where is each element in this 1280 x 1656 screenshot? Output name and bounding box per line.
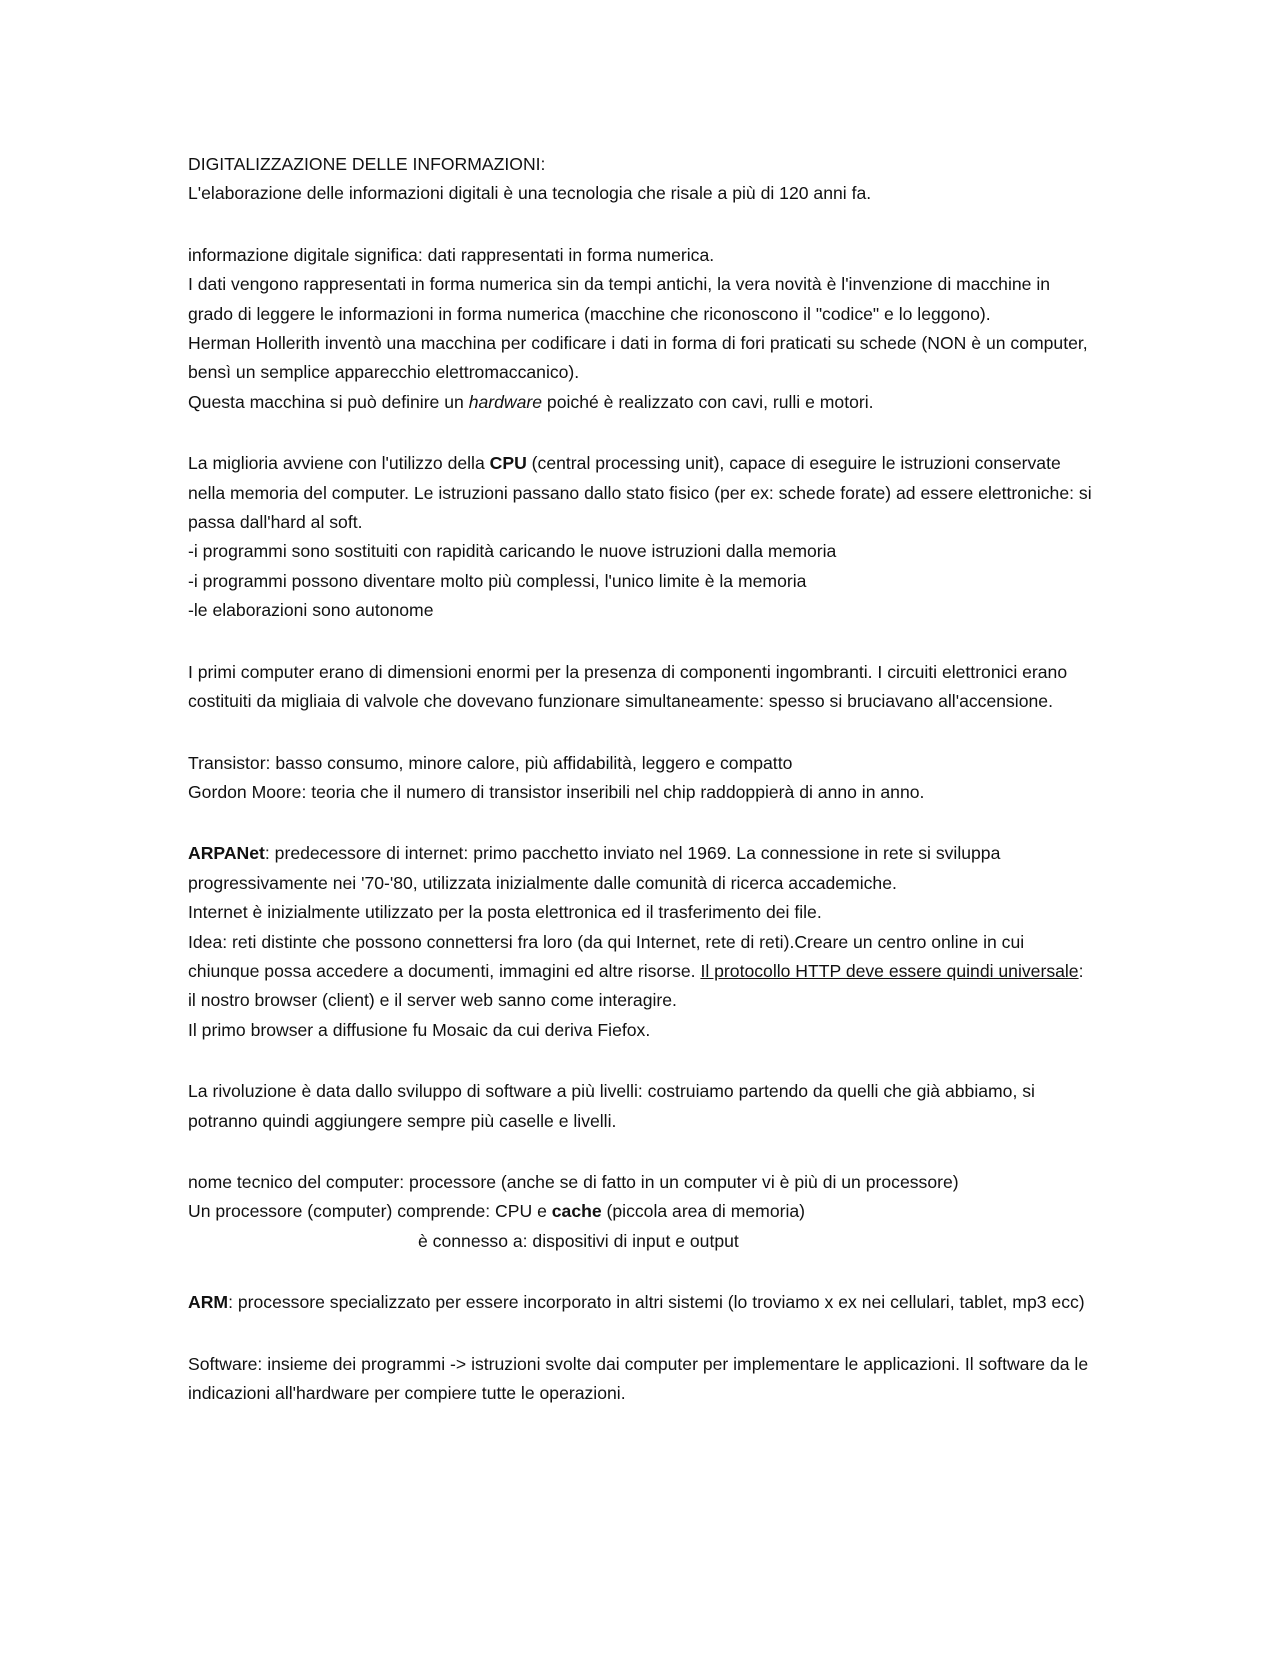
bold-term-cache: cache: [551, 1201, 602, 1222]
paragraph-gap: [188, 209, 1092, 241]
paragraph: informazione digitale significa: dati rappresentati in forma numerica.: [188, 244, 715, 265]
paragraph: [188, 928, 1092, 1016]
paragraph: Gordon Moore: teoria che il numero di transistor inseribili nel chip raddoppierà di anno in anno.: [188, 781, 925, 802]
paragraph: Transistor: basso consumo, minore calore, più affidabilità, leggero e compatto: [188, 752, 793, 773]
paragraph-gap: [188, 1256, 1092, 1288]
paragraph-gap: [188, 1136, 1092, 1168]
paragraph-gap: [188, 1045, 1092, 1077]
document-page: [188, 150, 1097, 1408]
list-item: -i programmi possono diventare molto più complessi, l'unico limite è la memoria: [188, 570, 807, 591]
text-run: : predecessore di internet: primo pacchetto inviato nel 1969. La connessione in rete si sviluppa progressivamente nei '70-'80, utilizzata inizialmente dalle comunità di ricerca accademiche.: [188, 843, 1006, 893]
paragraph: Herman Hollerith inventò una macchina per codificare i dati in forma di fori praticati su schede (NON è un computer, bensì un semplice apparecchio elettromaccanico).: [188, 333, 1093, 383]
bold-term-cpu: CPU: [489, 453, 527, 474]
text-run: Un processore (computer) comprende: CPU e: [188, 1201, 552, 1222]
paragraph-gap: [188, 1318, 1092, 1350]
paragraph-gap: [188, 807, 1092, 839]
underlined-text: Il protocollo HTTP deve essere quindi universale: [700, 960, 1079, 981]
paragraph: [188, 1288, 1092, 1317]
paragraph: Software: insieme dei programmi -> istruzioni svolte dai computer per implementare le applicazioni. Il software da le indicazioni all'hardware per compiere tutte le operazioni.: [188, 1353, 1094, 1403]
text-run: La miglioria avviene con l'utilizzo della: [188, 453, 490, 474]
paragraph-gap: [188, 417, 1092, 449]
paragraph: L'elaborazione delle informazioni digitali è una tecnologia che risale a più di 120 anni fa.: [188, 183, 872, 204]
italic-term-hardware: hardware: [468, 391, 543, 412]
bold-term-arpanet: ARPANet: [188, 843, 265, 864]
text-run: Idea: reti distinte che possono connettersi fra loro (da qui Internet, rete di reti).Creare un centro online in cui chiunque possa accedere a documenti, immagini ed altre risorse.: [188, 931, 1030, 981]
text-run: (central processing unit), capace di eseguire le istruzioni conservate nella memoria del computer. Le istruzioni passano dallo stato fisico (per ex: schede forate) ad essere elettroniche: si passa dall'hard al soft.: [188, 453, 1097, 533]
paragraph: Il primo browser a diffusione fu Mosaic da cui deriva Fiefox.: [188, 1019, 651, 1040]
text-run: poiché è realizzato con cavi, rulli e motori.: [542, 391, 874, 412]
paragraph: nome tecnico del computer: processore (anche se di fatto in un computer vi è più di un processore): [188, 1171, 959, 1192]
paragraph: [188, 1197, 1092, 1226]
text-run: : il nostro browser (client) e il server web sanno come interagire.: [188, 960, 1089, 1011]
paragraph: I dati vengono rappresentati in forma numerica sin da tempi antichi, la vera novità è l'invenzione di macchine in grado di leggere le informazioni in forma numerica (macchine che riconoscono il "codice" e lo leggono).: [188, 274, 1055, 324]
text-run: Questa macchina si può definire un: [188, 391, 469, 412]
paragraph: [188, 388, 1092, 417]
bold-term-arm: ARM: [188, 1292, 229, 1313]
text-run: : processore specializzato per essere incorporato in altri sistemi (lo troviamo x ex nei cellulari, tablet, mp3 ecc): [228, 1292, 1085, 1313]
document-title: DIGITALIZZAZIONE DELLE INFORMAZIONI:: [188, 154, 546, 174]
paragraph: Internet è inizialmente utilizzato per la posta elettronica ed il trasferimento dei file.: [188, 902, 822, 923]
list-item: -le elaborazioni sono autonome: [188, 600, 434, 621]
indented-line: è connesso a: dispositivi di input e output: [418, 1230, 739, 1251]
text-run: (piccola area di memoria): [601, 1201, 806, 1222]
paragraph: [188, 839, 1092, 898]
list-item: -i programmi sono sostituiti con rapidità caricando le nuove istruzioni dalla memoria: [188, 541, 837, 562]
paragraph: [188, 449, 1097, 537]
paragraph: I primi computer erano di dimensioni enormi per la presenza di componenti ingombranti. I circuiti elettronici erano costituiti da migliaia di valvole che dovevano funzionare simultaneamente: spesso si bruciavano all'accensione.: [188, 661, 1073, 712]
paragraph: La rivoluzione è data dallo sviluppo di software a più livelli: costruiamo partendo da quelli che già abbiamo, si potranno quindi aggiungere sempre più caselle e livelli.: [188, 1081, 1040, 1131]
paragraph-gap: [188, 626, 1092, 658]
paragraph-gap: [188, 717, 1092, 749]
